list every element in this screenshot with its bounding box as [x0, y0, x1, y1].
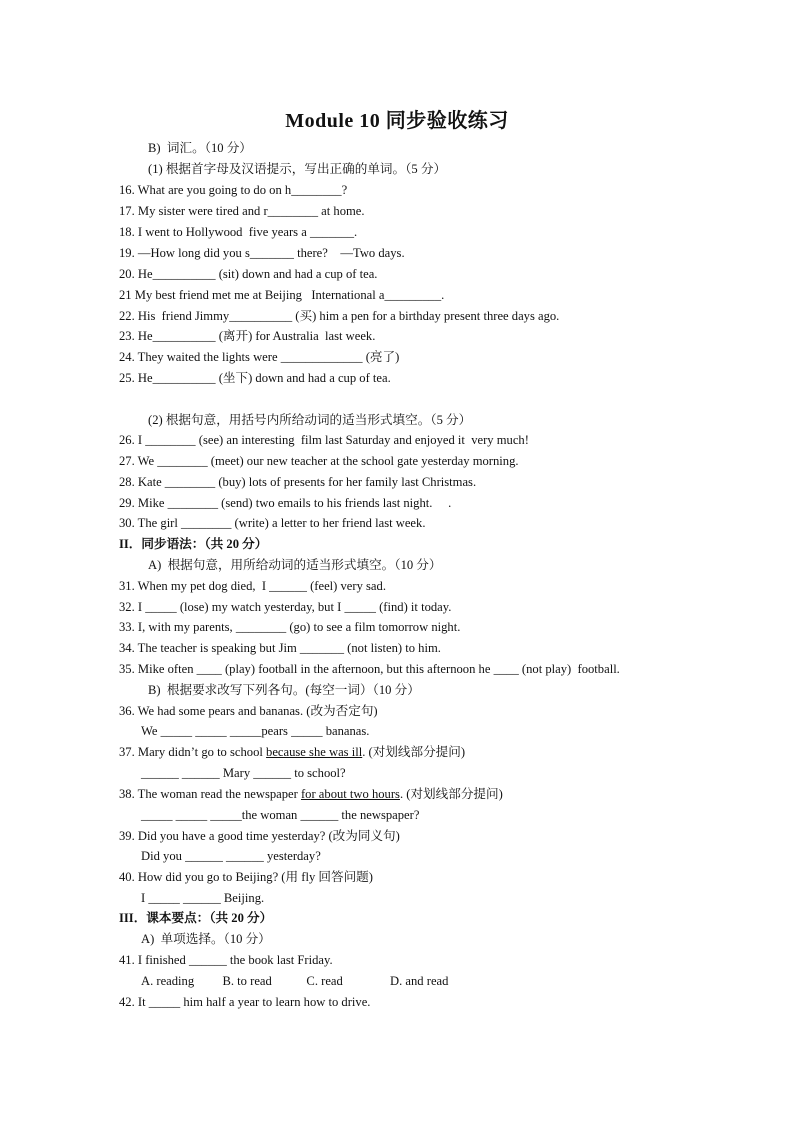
exercise-line: B) 根据要求改写下列各句。(每空一词）（10 分） — [148, 683, 420, 697]
exercise-line: 31. When my pet dog died, I ______ (feel) very sad. — [119, 579, 386, 593]
exercise-line: 21 My best friend met me at Beijing International a_________. — [119, 288, 445, 302]
exercise-line: I _____ ______ Beijing. — [141, 891, 265, 905]
exercise-line: 41. I finished ______ the book last Friday. — [119, 953, 333, 967]
exercise-line: 34. The teacher is speaking but Jim _______ (not listen) to him. — [119, 641, 441, 655]
exercise-line: We _____ _____ _____pears _____ bananas. — [141, 724, 370, 738]
exercise-line: A) 根据句意，用所给动词的适当形式填空。（10 分） — [148, 558, 442, 572]
exercise-line: 18. I went to Hollywood five years a _______. — [119, 225, 358, 239]
exercise-line: 30. The girl ________ (write) a letter to her friend last week. — [119, 516, 426, 530]
exercise-line: 28. Kate ________ (buy) lots of presents for her family last Christmas. — [119, 475, 477, 489]
exercise-line: 17. My sister were tired and r________ at home. — [119, 204, 365, 218]
line-text: 38. The woman read the newspaper — [119, 787, 301, 801]
underlined-phrase: for about two hours — [300, 787, 400, 801]
exercise-line: 26. I ________ (see) an interesting film last Saturday and enjoyed it very much! — [119, 433, 529, 447]
exercise-line: 35. Mike often ____ (play) football in the afternoon, but this afternoon he ____ (not play) football. — [119, 662, 620, 676]
exercise-line: A) 单项选择。（10 分） — [141, 932, 271, 946]
exercise-line: 29. Mike ________ (send) two emails to his friends last night. . — [119, 496, 452, 510]
exercise-line: III．课本要点：（共 20 分） — [119, 911, 273, 925]
exercise-line: 22. His friend Jimmy__________ (买) him a pen for a birthday present three days ago. — [119, 309, 560, 323]
exercise-line: 23. He__________ (离开) for Australia last week. — [119, 329, 376, 343]
exercise-line: Did you ______ ______ yesterday? — [141, 849, 321, 863]
exercise-line — [119, 743, 465, 761]
exercise-line: _____ _____ _____the woman ______ the newspaper? — [141, 808, 420, 822]
line-text: . (对划线部分提问) — [399, 787, 503, 801]
line-text: . (对划线部分提问) — [362, 745, 466, 759]
exercise-line: II．同步语法：（共 20 分） — [119, 537, 268, 551]
exercise-line: 20. He__________ (sit) down and had a cup of tea. — [119, 267, 378, 281]
exercise-line — [119, 785, 503, 803]
exercise-line: 36. We had some pears and bananas. (改为否定句) — [119, 704, 378, 718]
exercise-line: ______ ______ Mary ______ to school? — [141, 766, 346, 780]
exercise-line: 27. We ________ (meet) our new teacher at the school gate yesterday morning. — [119, 454, 519, 468]
exercise-line: (1) 根据首字母及汉语提示，写出正确的单词。（5 分） — [148, 162, 447, 176]
exercise-line: 39. Did you have a good time yesterday? (改为同义句) — [119, 829, 400, 843]
exercise-line: 19. —How long did you s_______ there? —Two days. — [119, 246, 405, 260]
exercise-line: B) 词汇。（10 分） — [148, 141, 252, 155]
page-title: Module 10 同步验收练习 — [285, 110, 509, 132]
exercise-line: 25. He__________ (坐下) down and had a cup of tea. — [119, 371, 391, 385]
exercise-line: 16. What are you going to do on h________? — [119, 183, 348, 197]
underlined-phrase: because she was ill — [266, 745, 363, 759]
exercise-line: 33. I, with my parents, ________ (go) to see a film tomorrow night. — [119, 620, 461, 634]
exercise-line: 42. It _____ him half a year to learn how to drive. — [119, 995, 371, 1009]
exercise-line: (2) 根据句意，用括号内所给动词的适当形式填空。（5 分） — [148, 413, 472, 427]
line-text: 37. Mary didn’t go to school — [119, 745, 267, 759]
exercise-line: 32. I _____ (lose) my watch yesterday, but I _____ (find) it today. — [119, 600, 452, 614]
exercise-line: A. reading B. to read C. read D. and read — [141, 974, 449, 988]
exercise-line: 40. How did you go to Beijing? (用 fly 回答问题) — [119, 870, 373, 884]
exercise-line: 24. They waited the lights were _____________ (亮了) — [119, 350, 400, 364]
